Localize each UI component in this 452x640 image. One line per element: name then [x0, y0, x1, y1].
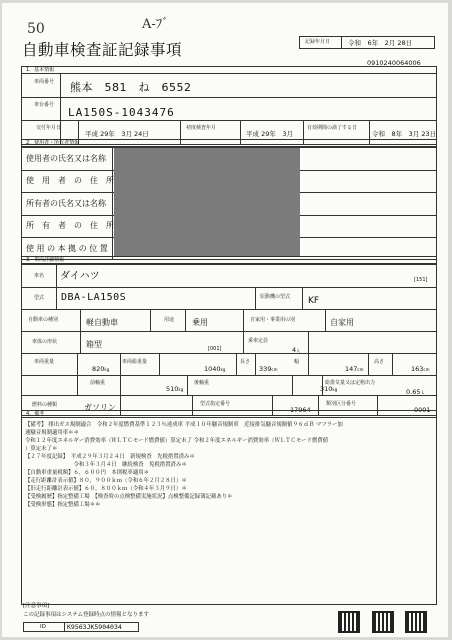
remark-line: 速騒音規制適用車＊＊ — [25, 430, 79, 436]
weight-value: 820kg — [92, 365, 110, 373]
kind-value: 軽自動車 — [86, 318, 118, 327]
owner-name-label: 所有者の氏名又は名称 — [26, 199, 106, 208]
private-label: 自家用・事業用の別 — [250, 317, 296, 323]
issue-date-label: 交付年月日 — [36, 125, 62, 131]
notice-text: この記録事項はシステム登録時点の情報となります — [23, 612, 149, 618]
expiry-label: 有効期間の満了する日 — [307, 125, 358, 131]
document-page — [2, 3, 448, 637]
redaction-block — [114, 148, 300, 257]
expiry-date: 令和 8年 3月 23日 — [372, 130, 437, 138]
weight-label: 車両重量 — [34, 359, 55, 365]
record-date-label: 記録年月日 — [305, 39, 331, 45]
use-label: 用途 — [164, 317, 175, 323]
maker-value: ダイハツ — [60, 271, 100, 282]
remark-line: 【旧走行距離計表示値】６０，８００ｋｍ（令和４年３月９日）＊ — [25, 486, 187, 492]
model-label: 型式 — [34, 295, 45, 301]
remarks-list — [25, 421, 433, 509]
type-no-value: 17964 — [290, 406, 311, 414]
id-label: ID — [40, 624, 46, 630]
gross-label: 車両総重量 — [122, 359, 148, 365]
type-no-label: 型式指定番号 — [200, 401, 231, 407]
id-box — [23, 622, 139, 632]
reg-number: 熊本 581 ね 6552 — [70, 81, 192, 94]
remark-line: 【受検形態】指定整備工場＊＊ — [25, 502, 101, 508]
vehicle-detail-table — [21, 264, 437, 416]
chassis-label: 車台番号 — [34, 102, 55, 108]
remark-line: 【走行距離計表示値】８０，９００ｋｍ（令和６年２月２８日）＊ — [25, 478, 187, 484]
maker-label: 車名 — [34, 273, 45, 279]
engine-value: KF — [308, 296, 320, 306]
rear-axle-value: 310kg — [320, 385, 338, 393]
gross-value: 1040kg — [204, 365, 226, 373]
remark-line: 【自動車重量税額】６，６００円 本則税率適用＊ — [25, 470, 149, 476]
notice-label: [注意事項] — [23, 603, 50, 609]
qr-code-1 — [338, 611, 360, 633]
qr-code-2 — [372, 611, 394, 633]
reg-label: 車両番号 — [34, 79, 55, 85]
handwritten-note-right: A-ﾌﾞ — [142, 17, 169, 32]
length-label: 長さ — [240, 359, 251, 365]
capacity-value: 4人 — [292, 346, 301, 354]
qr-code-3 — [405, 611, 427, 633]
record-date-box — [299, 36, 435, 49]
height-label: 高さ — [374, 359, 385, 365]
remark-line: ）算定未了＊ — [25, 446, 58, 452]
serial-number: 0910240064006 — [367, 59, 421, 67]
fuel-label: 燃料の種類 — [32, 402, 58, 408]
length-value: 339cm — [259, 365, 278, 373]
rear-axle-label: 後軸重 — [194, 380, 210, 386]
body-label: 車体の形状 — [32, 339, 58, 345]
user-name-label: 使用者の氏名又は名称 — [26, 154, 106, 163]
use-value: 乗用 — [192, 318, 208, 327]
remark-line: 【２７年度記録】 平成２９年３月２４日 新規検査 先税措置済み＊ — [25, 454, 195, 460]
maker-code: [151] — [414, 277, 428, 283]
kind-label: 自動車の種別 — [28, 317, 59, 323]
remarks-box — [21, 417, 437, 605]
remark-line: 【備考】 排出ガス規制適合 令和２年度燃費基準１２３％達成車 平成１０年騒音規制車 近接排気騒音規制値９６ｄＢ マフラー加 — [25, 422, 343, 428]
user-address-label: 使 用 者 の 住 所 — [26, 176, 114, 185]
owner-address-label: 所 有 者 の 住 所 — [26, 221, 114, 230]
remark-line: 【受検履歴】指定整備工場 【検査時の点検整備実施状況】点検整備記録簿記載あり＊ — [25, 494, 233, 500]
section-2-heading: 2．使用者・所有者情報 — [21, 139, 437, 147]
basic-info-table — [21, 73, 437, 145]
issue-date: 平成 29年 3月 24日 — [85, 130, 149, 138]
body-code: [001] — [208, 346, 222, 352]
first-reg: 平成 29年 3月 — [246, 130, 293, 138]
chassis-number: LA150S-1043476 — [68, 106, 175, 119]
section-4-heading: 4．備考 — [21, 410, 437, 418]
displacement-value: 0.65 L — [406, 388, 424, 396]
width-label: 幅 — [294, 359, 300, 365]
model-value: DBA-LA150S — [61, 292, 127, 303]
fuel-value: ガソリン — [84, 403, 116, 412]
displacement-label: 総排気量又は定格出力 — [325, 380, 376, 386]
remark-line: 令和３年３月４日 継続検査 免税措置済み＊ — [25, 462, 187, 468]
front-axle-value: 510kg — [166, 385, 184, 393]
width-value: 147cm — [345, 365, 364, 373]
handwritten-note-left: 50 — [27, 21, 45, 37]
base-location-label: 使 用 の 本 拠 の 位 置 — [26, 244, 108, 253]
remark-line: 令和１２年度エネルギー消費効率（ＷＬＴＣモード燃費値）算定未了 令和２年度エネルギー消費効率（ＷＬＴＣモード燃費値 — [25, 438, 329, 444]
record-date-value: 令和 6年 2月 28日 — [348, 39, 413, 47]
first-reg-label: 初度検査年月 — [186, 125, 217, 131]
class-no-value: 0001 — [414, 406, 431, 414]
page-title: 自動車検査証記録事項 — [22, 41, 183, 59]
engine-label: 原動機の型式 — [260, 294, 291, 300]
section-3-heading: 3．車両詳細情報 — [21, 256, 437, 264]
body-value: 箱型 — [86, 340, 102, 349]
id-value: K9563JK5904034 — [67, 623, 122, 631]
class-no-label: 類別区分番号 — [326, 401, 357, 407]
capacity-label: 乗車定員 — [248, 338, 269, 344]
front-axle-label: 前軸重 — [90, 380, 106, 386]
private-value: 自家用 — [330, 318, 354, 327]
section-1-heading: 1．基本情報 — [21, 66, 437, 74]
height-value: 163cm — [411, 365, 430, 373]
